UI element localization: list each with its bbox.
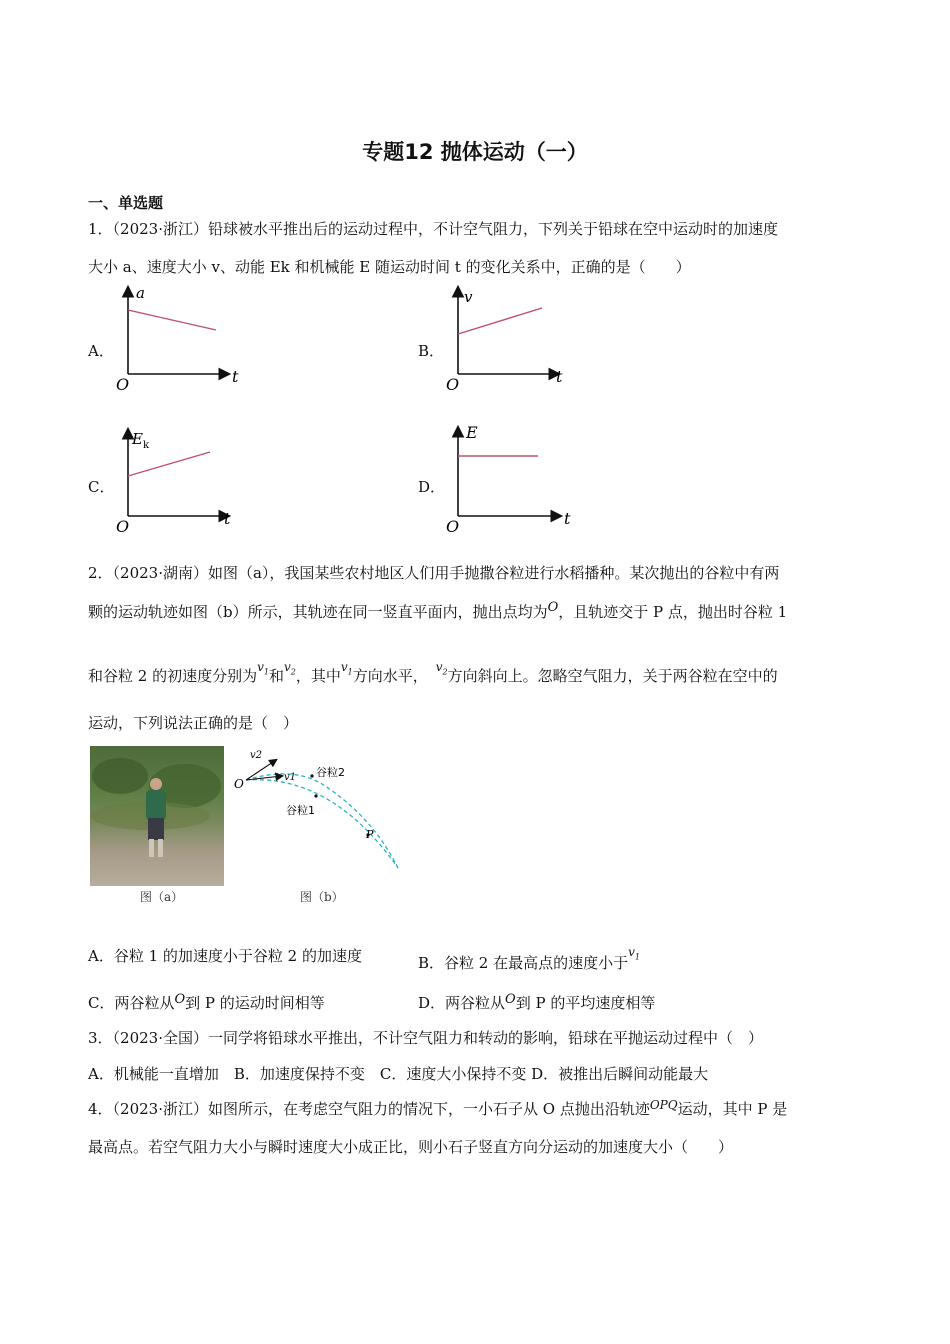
- q1-graph-b: [440, 282, 590, 394]
- q1-graph-c: [110, 424, 260, 536]
- q1-graph-d: [440, 420, 590, 536]
- axis-label-v: v: [464, 288, 473, 306]
- axis-label-ek: E: [132, 430, 143, 448]
- q2-option-c-part1: C．两谷粒从: [88, 994, 175, 1012]
- graph-line: [128, 452, 210, 476]
- q2-line3-part4: 方向斜向上。忽略空气阻力，关于两谷粒在空中的: [447, 667, 778, 685]
- q2-line3-and: 和: [268, 667, 284, 685]
- farmer-figure-icon: [90, 746, 224, 886]
- q2-text-line1: 2．（2023·湖南）如图（a），我国某些农村地区人们用手抛撒谷粒进行水稻播种。某次抛出的谷粒中有两: [88, 564, 780, 582]
- q2-option-d-part2: 到 P 的平均速度相等: [515, 994, 656, 1012]
- q1-option-a-label: A．: [88, 342, 114, 360]
- section-heading: 一、单选题: [88, 194, 164, 212]
- axis-label-e: E: [466, 423, 478, 442]
- q4-trajectory-opq: OPQ: [649, 1098, 678, 1112]
- trajectory-grain-1: [246, 780, 398, 868]
- q2-option-d-o: O: [505, 992, 516, 1007]
- q2-v2: v2: [283, 660, 296, 677]
- trajectory-figure: [232, 744, 412, 876]
- origin-label: O: [116, 375, 130, 394]
- origin-label: O: [446, 375, 460, 394]
- grain-1-label: 谷粒1: [286, 804, 315, 817]
- origin-label: O: [116, 517, 130, 536]
- q1-option-b-label: B．: [418, 342, 445, 360]
- q2-line2-part1: 颗的运动轨迹如图（b）所示，其轨迹在同一竖直平面内，抛出点均为: [88, 603, 548, 621]
- axis-label-t: t: [564, 509, 571, 528]
- q2-point-o: O: [547, 600, 559, 615]
- q1-text-line1: 1．（2023·浙江）铅球被水平推出后的运动过程中，不计空气阻力，下列关于铅球在空中运动时的加速度: [88, 220, 778, 238]
- grain-2-label: 谷粒2: [316, 766, 345, 779]
- farmer-photo: [90, 746, 224, 886]
- caption-figure-b: 图（b）: [300, 890, 344, 904]
- q1-option-d-label: D．: [418, 478, 446, 496]
- graph-line: [458, 308, 542, 334]
- q1-text-line2: 大小 a、速度大小 v、动能 Ek 和机械能 E 随运动时间 t 的变化关系中，正确的是（ ）: [88, 258, 691, 276]
- v2-label: v2: [250, 750, 263, 761]
- graph-line: [128, 310, 216, 330]
- axis-label-ek-sub: k: [143, 440, 150, 451]
- q2-line3-part3: 方向水平，: [352, 667, 428, 685]
- q1-graph-a: [110, 282, 260, 394]
- q2-v1: v1: [257, 660, 269, 677]
- caption-figure-a: 图（a）: [140, 890, 184, 904]
- axis-label-t: t: [232, 367, 239, 386]
- q2-line3-part2: ，其中: [295, 667, 341, 685]
- axis-label-t: t: [224, 509, 231, 528]
- q1-option-c-label: C．: [88, 478, 115, 496]
- q4-text-line1: [88, 1098, 787, 1119]
- q2-text-line3: [88, 660, 778, 686]
- page-title: 专题12 抛体运动（一）: [362, 140, 588, 164]
- q2-line3-part1: 和谷粒 2 的初速度分别为: [88, 667, 258, 685]
- q2-v1-b: v1: [340, 660, 353, 677]
- q3-text-line1: 3．（2023·全国）一同学将铅球水平推出，不计空气阻力和转动的影响，铅球在平抛运动过程中（ ）: [88, 1029, 763, 1047]
- q4-text-line2: 最高点。若空气阻力大小与瞬时速度大小成正比，则小石子竖直方向分运动的加速度大小（ ）: [88, 1138, 734, 1156]
- point-o-label: O: [234, 777, 244, 791]
- q2-line2-part2: ，且轨迹交于 P 点，抛出时谷粒 1: [558, 603, 788, 621]
- axis-label-t: t: [556, 367, 563, 386]
- q2-option-d: [418, 992, 655, 1013]
- q2-text-line2: [88, 600, 787, 622]
- q4-line1-part1: 4．（2023·浙江）如图所示，在考虑空气阻力的情况下，一小石子从 O 点抛出沿轨迹: [88, 1100, 650, 1118]
- q2-option-c-o: O: [174, 992, 186, 1007]
- origin-label: O: [446, 517, 460, 536]
- q2-v2-b: v2: [435, 660, 448, 677]
- q2-option-c: [88, 992, 325, 1013]
- v1-label: v1: [284, 772, 297, 783]
- q2-option-a: A．谷粒 1 的加速度小于谷粒 2 的加速度: [88, 947, 362, 965]
- q2-option-b: [418, 945, 640, 973]
- point-p-label: P: [366, 828, 374, 841]
- q2-option-c-part2: 到 P 的运动时间相等: [185, 994, 325, 1012]
- q2-option-d-part1: D．两谷粒从: [418, 994, 506, 1012]
- q2-text-line4: 运动，下列说法正确的是（ ）: [88, 714, 299, 732]
- axis-label-a: a: [136, 284, 145, 302]
- q4-line1-part2: 运动，其中 P 是: [677, 1100, 788, 1118]
- q3-options: A．机械能一直增加 B．加速度保持不变 C．速度大小保持不变 D．被推出后瞬间动能最大: [88, 1065, 709, 1083]
- q2-option-b-v1: v1: [628, 945, 640, 962]
- trajectory-grain-2: [246, 774, 398, 868]
- q2-option-b-text: B．谷粒 2 在最高点的速度小于: [418, 954, 629, 972]
